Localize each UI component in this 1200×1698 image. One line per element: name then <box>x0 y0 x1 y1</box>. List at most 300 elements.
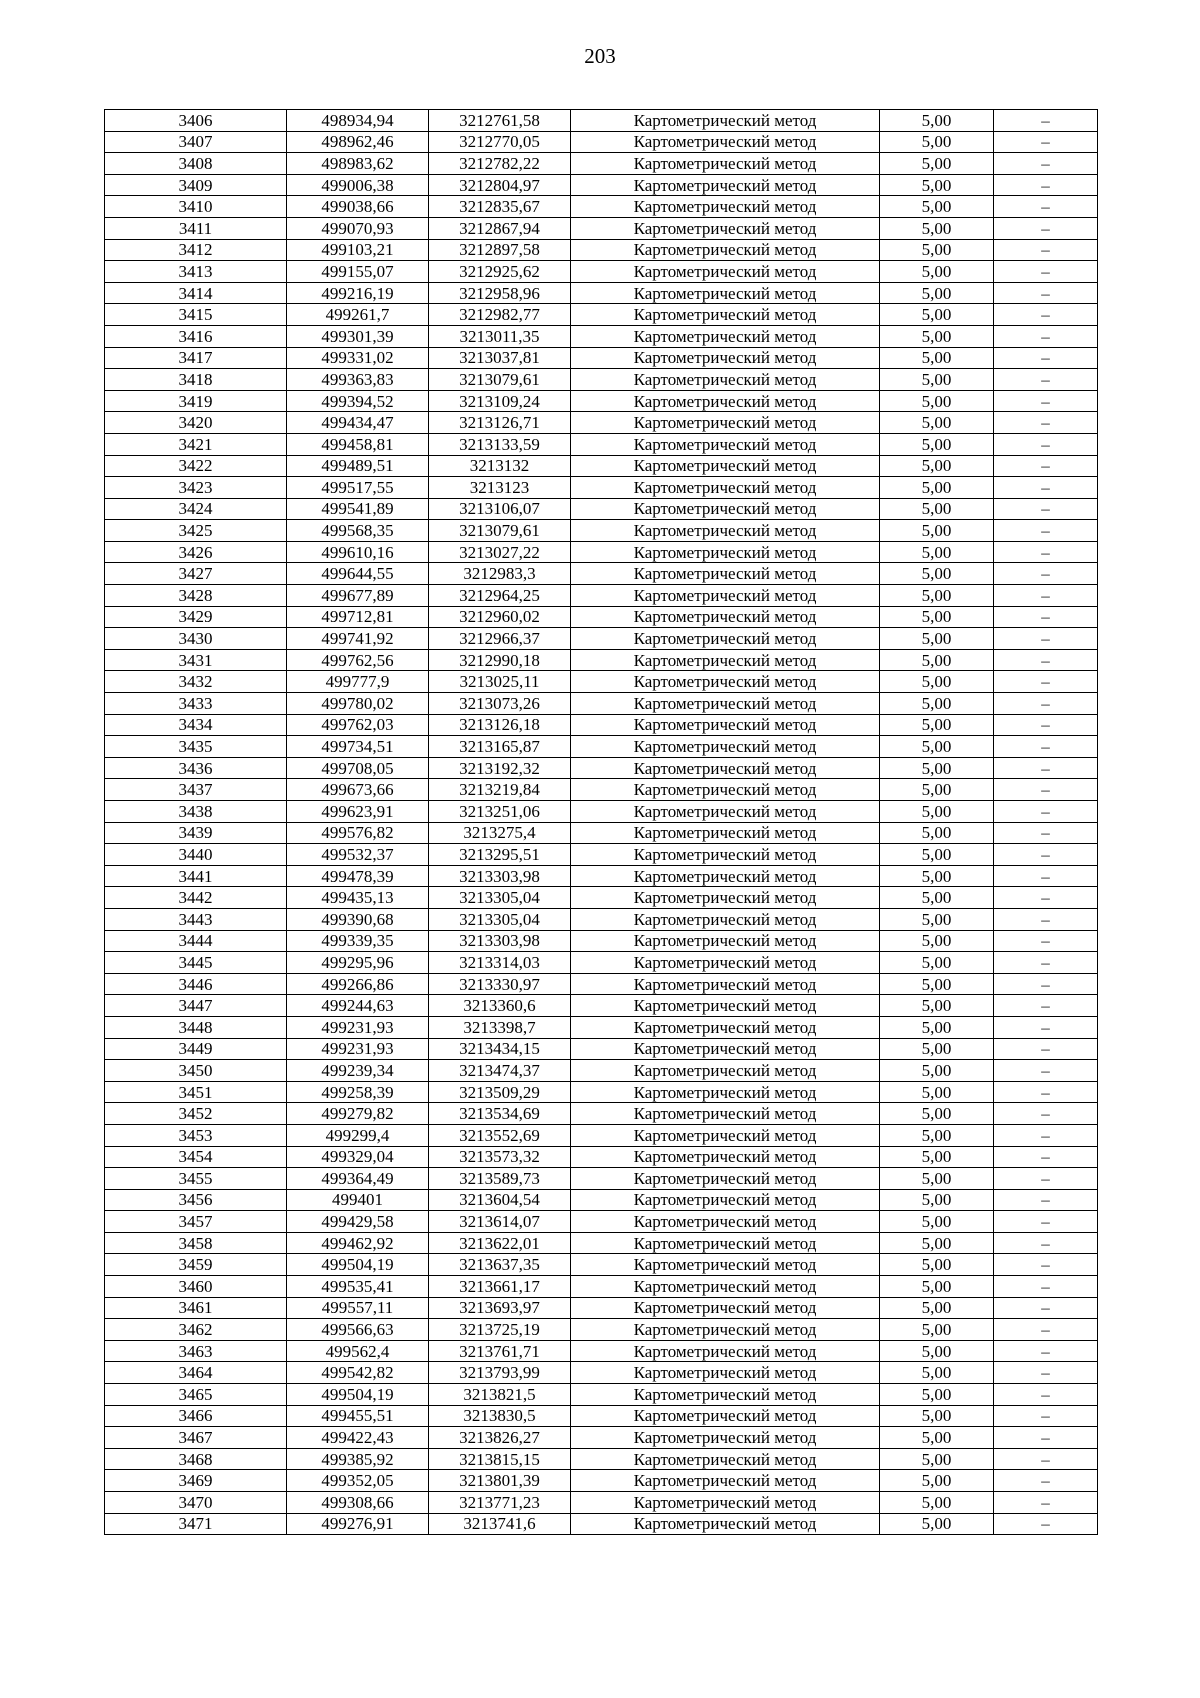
method-cell: Картометрический метод <box>571 908 880 930</box>
method-cell: Картометрический метод <box>571 1319 880 1341</box>
x-coordinate-cell: 499532,37 <box>287 844 429 866</box>
table-row <box>105 1038 1098 1060</box>
table-row <box>105 1124 1098 1146</box>
note-cell: – <box>994 390 1098 412</box>
x-coordinate-cell: 499155,07 <box>287 261 429 283</box>
accuracy-cell: 5,00 <box>880 1081 994 1103</box>
y-coordinate-cell: 3212897,58 <box>429 239 571 261</box>
accuracy-cell: 5,00 <box>880 822 994 844</box>
accuracy-cell: 5,00 <box>880 261 994 283</box>
note-cell: – <box>994 585 1098 607</box>
point-number-cell: 3414 <box>105 282 287 304</box>
note-cell: – <box>994 455 1098 477</box>
method-cell: Картометрический метод <box>571 110 880 132</box>
y-coordinate-cell: 3212966,37 <box>429 628 571 650</box>
accuracy-cell: 5,00 <box>880 671 994 693</box>
method-cell: Картометрический метод <box>571 1384 880 1406</box>
table-row <box>105 1232 1098 1254</box>
accuracy-cell: 5,00 <box>880 649 994 671</box>
table-row <box>105 1146 1098 1168</box>
x-coordinate-cell: 499576,82 <box>287 822 429 844</box>
y-coordinate-cell: 3213303,98 <box>429 930 571 952</box>
table-row <box>105 1470 1098 1492</box>
point-number-cell: 3425 <box>105 520 287 542</box>
accuracy-cell: 5,00 <box>880 865 994 887</box>
method-cell: Картометрический метод <box>571 153 880 175</box>
y-coordinate-cell: 3213573,32 <box>429 1146 571 1168</box>
table-row <box>105 1103 1098 1125</box>
table-row <box>105 261 1098 283</box>
y-coordinate-cell: 3212770,05 <box>429 131 571 153</box>
x-coordinate-cell: 499401 <box>287 1189 429 1211</box>
note-cell: – <box>994 1038 1098 1060</box>
x-coordinate-cell: 499364,49 <box>287 1168 429 1190</box>
method-cell: Картометрический метод <box>571 1362 880 1384</box>
y-coordinate-cell: 3213073,26 <box>429 693 571 715</box>
x-coordinate-cell: 499363,83 <box>287 369 429 391</box>
note-cell: – <box>994 1254 1098 1276</box>
y-coordinate-cell: 3213037,81 <box>429 347 571 369</box>
point-number-cell: 3460 <box>105 1276 287 1298</box>
table-row <box>105 1427 1098 1449</box>
accuracy-cell: 5,00 <box>880 1448 994 1470</box>
y-coordinate-cell: 3212804,97 <box>429 174 571 196</box>
method-cell: Картометрический метод <box>571 1103 880 1125</box>
accuracy-cell: 5,00 <box>880 174 994 196</box>
table-row <box>105 930 1098 952</box>
accuracy-cell: 5,00 <box>880 498 994 520</box>
note-cell: – <box>994 412 1098 434</box>
y-coordinate-cell: 3213604,54 <box>429 1189 571 1211</box>
method-cell: Картометрический метод <box>571 865 880 887</box>
point-number-cell: 3420 <box>105 412 287 434</box>
note-cell: – <box>994 1124 1098 1146</box>
note-cell: – <box>994 714 1098 736</box>
accuracy-cell: 5,00 <box>880 1492 994 1514</box>
accuracy-cell: 5,00 <box>880 110 994 132</box>
accuracy-cell: 5,00 <box>880 757 994 779</box>
accuracy-cell: 5,00 <box>880 887 994 909</box>
table-row <box>105 1448 1098 1470</box>
point-number-cell: 3428 <box>105 585 287 607</box>
note-cell: – <box>994 757 1098 779</box>
note-cell: – <box>994 908 1098 930</box>
point-number-cell: 3462 <box>105 1319 287 1341</box>
point-number-cell: 3441 <box>105 865 287 887</box>
table-row <box>105 347 1098 369</box>
accuracy-cell: 5,00 <box>880 844 994 866</box>
table-row <box>105 369 1098 391</box>
point-number-cell: 3436 <box>105 757 287 779</box>
table-row <box>105 1254 1098 1276</box>
y-coordinate-cell: 3213434,15 <box>429 1038 571 1060</box>
y-coordinate-cell: 3212960,02 <box>429 606 571 628</box>
y-coordinate-cell: 3213305,04 <box>429 887 571 909</box>
point-number-cell: 3437 <box>105 779 287 801</box>
note-cell: – <box>994 736 1098 758</box>
y-coordinate-cell: 3213133,59 <box>429 433 571 455</box>
method-cell: Картометрический метод <box>571 1038 880 1060</box>
accuracy-cell: 5,00 <box>880 1103 994 1125</box>
method-cell: Картометрический метод <box>571 822 880 844</box>
y-coordinate-cell: 3212782,22 <box>429 153 571 175</box>
y-coordinate-cell: 3213079,61 <box>429 369 571 391</box>
point-number-cell: 3413 <box>105 261 287 283</box>
method-cell: Картометрический метод <box>571 369 880 391</box>
point-number-cell: 3448 <box>105 1016 287 1038</box>
note-cell: – <box>994 1060 1098 1082</box>
note-cell: – <box>994 887 1098 909</box>
y-coordinate-cell: 3213106,07 <box>429 498 571 520</box>
y-coordinate-cell: 3213693,97 <box>429 1297 571 1319</box>
x-coordinate-cell: 499038,66 <box>287 196 429 218</box>
point-number-cell: 3457 <box>105 1211 287 1233</box>
x-coordinate-cell: 499478,39 <box>287 865 429 887</box>
table-row <box>105 1340 1098 1362</box>
note-cell: – <box>994 369 1098 391</box>
x-coordinate-cell: 499339,35 <box>287 930 429 952</box>
table-row <box>105 1297 1098 1319</box>
accuracy-cell: 5,00 <box>880 930 994 952</box>
y-coordinate-cell: 3213165,87 <box>429 736 571 758</box>
method-cell: Картометрический метод <box>571 412 880 434</box>
x-coordinate-cell: 499677,89 <box>287 585 429 607</box>
accuracy-cell: 5,00 <box>880 1340 994 1362</box>
table-row <box>105 433 1098 455</box>
point-number-cell: 3469 <box>105 1470 287 1492</box>
x-coordinate-cell: 499006,38 <box>287 174 429 196</box>
method-cell: Картометрический метод <box>571 606 880 628</box>
y-coordinate-cell: 3213821,5 <box>429 1384 571 1406</box>
method-cell: Картометрический метод <box>571 1168 880 1190</box>
table-row <box>105 671 1098 693</box>
table-row <box>105 1168 1098 1190</box>
y-coordinate-cell: 3213025,11 <box>429 671 571 693</box>
y-coordinate-cell: 3213830,5 <box>429 1405 571 1427</box>
point-number-cell: 3471 <box>105 1513 287 1535</box>
x-coordinate-cell: 499780,02 <box>287 693 429 715</box>
note-cell: – <box>994 304 1098 326</box>
x-coordinate-cell: 499542,82 <box>287 1362 429 1384</box>
x-coordinate-cell: 499673,66 <box>287 779 429 801</box>
x-coordinate-cell: 499504,19 <box>287 1254 429 1276</box>
table-row <box>105 1362 1098 1384</box>
accuracy-cell: 5,00 <box>880 563 994 585</box>
x-coordinate-cell: 499429,58 <box>287 1211 429 1233</box>
accuracy-cell: 5,00 <box>880 520 994 542</box>
x-coordinate-cell: 499566,63 <box>287 1319 429 1341</box>
method-cell: Картометрический метод <box>571 714 880 736</box>
note-cell: – <box>994 196 1098 218</box>
accuracy-cell: 5,00 <box>880 995 994 1017</box>
point-number-cell: 3452 <box>105 1103 287 1125</box>
accuracy-cell: 5,00 <box>880 973 994 995</box>
table-row <box>105 325 1098 347</box>
accuracy-cell: 5,00 <box>880 477 994 499</box>
point-number-cell: 3406 <box>105 110 287 132</box>
y-coordinate-cell: 3213219,84 <box>429 779 571 801</box>
point-number-cell: 3407 <box>105 131 287 153</box>
point-number-cell: 3443 <box>105 908 287 930</box>
method-cell: Картометрический метод <box>571 801 880 823</box>
point-number-cell: 3463 <box>105 1340 287 1362</box>
y-coordinate-cell: 3213123 <box>429 477 571 499</box>
accuracy-cell: 5,00 <box>880 1470 994 1492</box>
table-row <box>105 952 1098 974</box>
point-number-cell: 3440 <box>105 844 287 866</box>
method-cell: Картометрический метод <box>571 1470 880 1492</box>
x-coordinate-cell: 499394,52 <box>287 390 429 412</box>
method-cell: Картометрический метод <box>571 1405 880 1427</box>
x-coordinate-cell: 499762,03 <box>287 714 429 736</box>
note-cell: – <box>994 693 1098 715</box>
x-coordinate-cell: 499308,66 <box>287 1492 429 1514</box>
point-number-cell: 3470 <box>105 1492 287 1514</box>
note-cell: – <box>994 930 1098 952</box>
accuracy-cell: 5,00 <box>880 217 994 239</box>
point-number-cell: 3467 <box>105 1427 287 1449</box>
y-coordinate-cell: 3213622,01 <box>429 1232 571 1254</box>
y-coordinate-cell: 3213126,71 <box>429 412 571 434</box>
method-cell: Картометрический метод <box>571 973 880 995</box>
accuracy-cell: 5,00 <box>880 153 994 175</box>
x-coordinate-cell: 499276,91 <box>287 1513 429 1535</box>
x-coordinate-cell: 499458,81 <box>287 433 429 455</box>
point-number-cell: 3453 <box>105 1124 287 1146</box>
table-row <box>105 217 1098 239</box>
note-cell: – <box>994 239 1098 261</box>
point-number-cell: 3415 <box>105 304 287 326</box>
y-coordinate-cell: 3213801,39 <box>429 1470 571 1492</box>
accuracy-cell: 5,00 <box>880 1038 994 1060</box>
y-coordinate-cell: 3213474,37 <box>429 1060 571 1082</box>
method-cell: Картометрический метод <box>571 196 880 218</box>
table-row <box>105 1189 1098 1211</box>
note-cell: – <box>994 174 1098 196</box>
method-cell: Картометрический метод <box>571 131 880 153</box>
x-coordinate-cell: 499231,93 <box>287 1016 429 1038</box>
table-row <box>105 887 1098 909</box>
point-number-cell: 3455 <box>105 1168 287 1190</box>
note-cell: – <box>994 1340 1098 1362</box>
method-cell: Картометрический метод <box>571 952 880 974</box>
y-coordinate-cell: 3213815,15 <box>429 1448 571 1470</box>
point-number-cell: 3449 <box>105 1038 287 1060</box>
note-cell: – <box>994 1427 1098 1449</box>
method-cell: Картометрический метод <box>571 390 880 412</box>
note-cell: – <box>994 1146 1098 1168</box>
table-row <box>105 628 1098 650</box>
x-coordinate-cell: 499712,81 <box>287 606 429 628</box>
point-number-cell: 3434 <box>105 714 287 736</box>
point-number-cell: 3446 <box>105 973 287 995</box>
point-number-cell: 3419 <box>105 390 287 412</box>
y-coordinate-cell: 3212983,3 <box>429 563 571 585</box>
note-cell: – <box>994 1470 1098 1492</box>
y-coordinate-cell: 3213314,03 <box>429 952 571 974</box>
method-cell: Картометрический метод <box>571 1016 880 1038</box>
accuracy-cell: 5,00 <box>880 390 994 412</box>
y-coordinate-cell: 3213251,06 <box>429 801 571 823</box>
x-coordinate-cell: 499390,68 <box>287 908 429 930</box>
method-cell: Картометрический метод <box>571 174 880 196</box>
table-row <box>105 390 1098 412</box>
table-row <box>105 1211 1098 1233</box>
x-coordinate-cell: 499299,4 <box>287 1124 429 1146</box>
point-number-cell: 3422 <box>105 455 287 477</box>
x-coordinate-cell: 499331,02 <box>287 347 429 369</box>
accuracy-cell: 5,00 <box>880 1124 994 1146</box>
accuracy-cell: 5,00 <box>880 1276 994 1298</box>
point-number-cell: 3451 <box>105 1081 287 1103</box>
note-cell: – <box>994 1016 1098 1038</box>
table-row <box>105 757 1098 779</box>
x-coordinate-cell: 499568,35 <box>287 520 429 542</box>
table-row <box>105 110 1098 132</box>
table-row <box>105 455 1098 477</box>
y-coordinate-cell: 3213509,29 <box>429 1081 571 1103</box>
point-number-cell: 3442 <box>105 887 287 909</box>
accuracy-cell: 5,00 <box>880 779 994 801</box>
table-row <box>105 1319 1098 1341</box>
accuracy-cell: 5,00 <box>880 714 994 736</box>
x-coordinate-cell: 499434,47 <box>287 412 429 434</box>
accuracy-cell: 5,00 <box>880 455 994 477</box>
accuracy-cell: 5,00 <box>880 628 994 650</box>
point-number-cell: 3468 <box>105 1448 287 1470</box>
table-row <box>105 1060 1098 1082</box>
table-row <box>105 412 1098 434</box>
note-cell: – <box>994 217 1098 239</box>
point-number-cell: 3418 <box>105 369 287 391</box>
x-coordinate-cell: 499422,43 <box>287 1427 429 1449</box>
method-cell: Картометрический метод <box>571 1427 880 1449</box>
y-coordinate-cell: 3213793,99 <box>429 1362 571 1384</box>
method-cell: Картометрический метод <box>571 217 880 239</box>
table-row <box>105 606 1098 628</box>
method-cell: Картометрический метод <box>571 282 880 304</box>
y-coordinate-cell: 3213360,6 <box>429 995 571 1017</box>
accuracy-cell: 5,00 <box>880 347 994 369</box>
table-row <box>105 153 1098 175</box>
point-number-cell: 3465 <box>105 1384 287 1406</box>
note-cell: – <box>994 822 1098 844</box>
table-row <box>105 1384 1098 1406</box>
y-coordinate-cell: 3213741,6 <box>429 1513 571 1535</box>
y-coordinate-cell: 3213109,24 <box>429 390 571 412</box>
x-coordinate-cell: 499741,92 <box>287 628 429 650</box>
point-number-cell: 3416 <box>105 325 287 347</box>
note-cell: – <box>994 282 1098 304</box>
y-coordinate-cell: 3213079,61 <box>429 520 571 542</box>
accuracy-cell: 5,00 <box>880 1513 994 1535</box>
note-cell: – <box>994 1384 1098 1406</box>
table-row <box>105 196 1098 218</box>
method-cell: Картометрический метод <box>571 671 880 693</box>
method-cell: Картометрический метод <box>571 1124 880 1146</box>
table-row <box>105 563 1098 585</box>
table-row <box>105 736 1098 758</box>
accuracy-cell: 5,00 <box>880 585 994 607</box>
note-cell: – <box>994 1448 1098 1470</box>
y-coordinate-cell: 3213552,69 <box>429 1124 571 1146</box>
note-cell: – <box>994 153 1098 175</box>
note-cell: – <box>994 1232 1098 1254</box>
accuracy-cell: 5,00 <box>880 1319 994 1341</box>
x-coordinate-cell: 499435,13 <box>287 887 429 909</box>
accuracy-cell: 5,00 <box>880 908 994 930</box>
accuracy-cell: 5,00 <box>880 606 994 628</box>
point-number-cell: 3435 <box>105 736 287 758</box>
method-cell: Картометрический метод <box>571 693 880 715</box>
table-row <box>105 844 1098 866</box>
note-cell: – <box>994 1276 1098 1298</box>
method-cell: Картометрический метод <box>571 433 880 455</box>
point-number-cell: 3464 <box>105 1362 287 1384</box>
accuracy-cell: 5,00 <box>880 1427 994 1449</box>
point-number-cell: 3409 <box>105 174 287 196</box>
table-row <box>105 520 1098 542</box>
y-coordinate-cell: 3213011,35 <box>429 325 571 347</box>
x-coordinate-cell: 499295,96 <box>287 952 429 974</box>
table-row <box>105 131 1098 153</box>
method-cell: Картометрический метод <box>571 347 880 369</box>
method-cell: Картометрический метод <box>571 1081 880 1103</box>
note-cell: – <box>994 973 1098 995</box>
method-cell: Картометрический метод <box>571 1340 880 1362</box>
x-coordinate-cell: 498934,94 <box>287 110 429 132</box>
method-cell: Картометрический метод <box>571 930 880 952</box>
point-number-cell: 3447 <box>105 995 287 1017</box>
x-coordinate-cell: 499352,05 <box>287 1470 429 1492</box>
point-number-cell: 3408 <box>105 153 287 175</box>
x-coordinate-cell: 499329,04 <box>287 1146 429 1168</box>
x-coordinate-cell: 499734,51 <box>287 736 429 758</box>
accuracy-cell: 5,00 <box>880 1405 994 1427</box>
point-number-cell: 3429 <box>105 606 287 628</box>
x-coordinate-cell: 499070,93 <box>287 217 429 239</box>
method-cell: Картометрический метод <box>571 325 880 347</box>
note-cell: – <box>994 433 1098 455</box>
method-cell: Картометрический метод <box>571 1232 880 1254</box>
accuracy-cell: 5,00 <box>880 801 994 823</box>
y-coordinate-cell: 3213725,19 <box>429 1319 571 1341</box>
point-number-cell: 3466 <box>105 1405 287 1427</box>
point-number-cell: 3456 <box>105 1189 287 1211</box>
note-cell: – <box>994 1492 1098 1514</box>
x-coordinate-cell: 499244,63 <box>287 995 429 1017</box>
accuracy-cell: 5,00 <box>880 369 994 391</box>
point-number-cell: 3461 <box>105 1297 287 1319</box>
method-cell: Картометрический метод <box>571 1189 880 1211</box>
accuracy-cell: 5,00 <box>880 1297 994 1319</box>
method-cell: Картометрический метод <box>571 563 880 585</box>
accuracy-cell: 5,00 <box>880 433 994 455</box>
method-cell: Картометрический метод <box>571 261 880 283</box>
note-cell: – <box>994 1189 1098 1211</box>
point-number-cell: 3438 <box>105 801 287 823</box>
y-coordinate-cell: 3212982,77 <box>429 304 571 326</box>
note-cell: – <box>994 606 1098 628</box>
y-coordinate-cell: 3213771,23 <box>429 1492 571 1514</box>
method-cell: Картометрический метод <box>571 995 880 1017</box>
y-coordinate-cell: 3212835,67 <box>429 196 571 218</box>
note-cell: – <box>994 1319 1098 1341</box>
method-cell: Картометрический метод <box>571 1276 880 1298</box>
x-coordinate-cell: 499610,16 <box>287 541 429 563</box>
note-cell: – <box>994 1103 1098 1125</box>
method-cell: Картометрический метод <box>571 498 880 520</box>
